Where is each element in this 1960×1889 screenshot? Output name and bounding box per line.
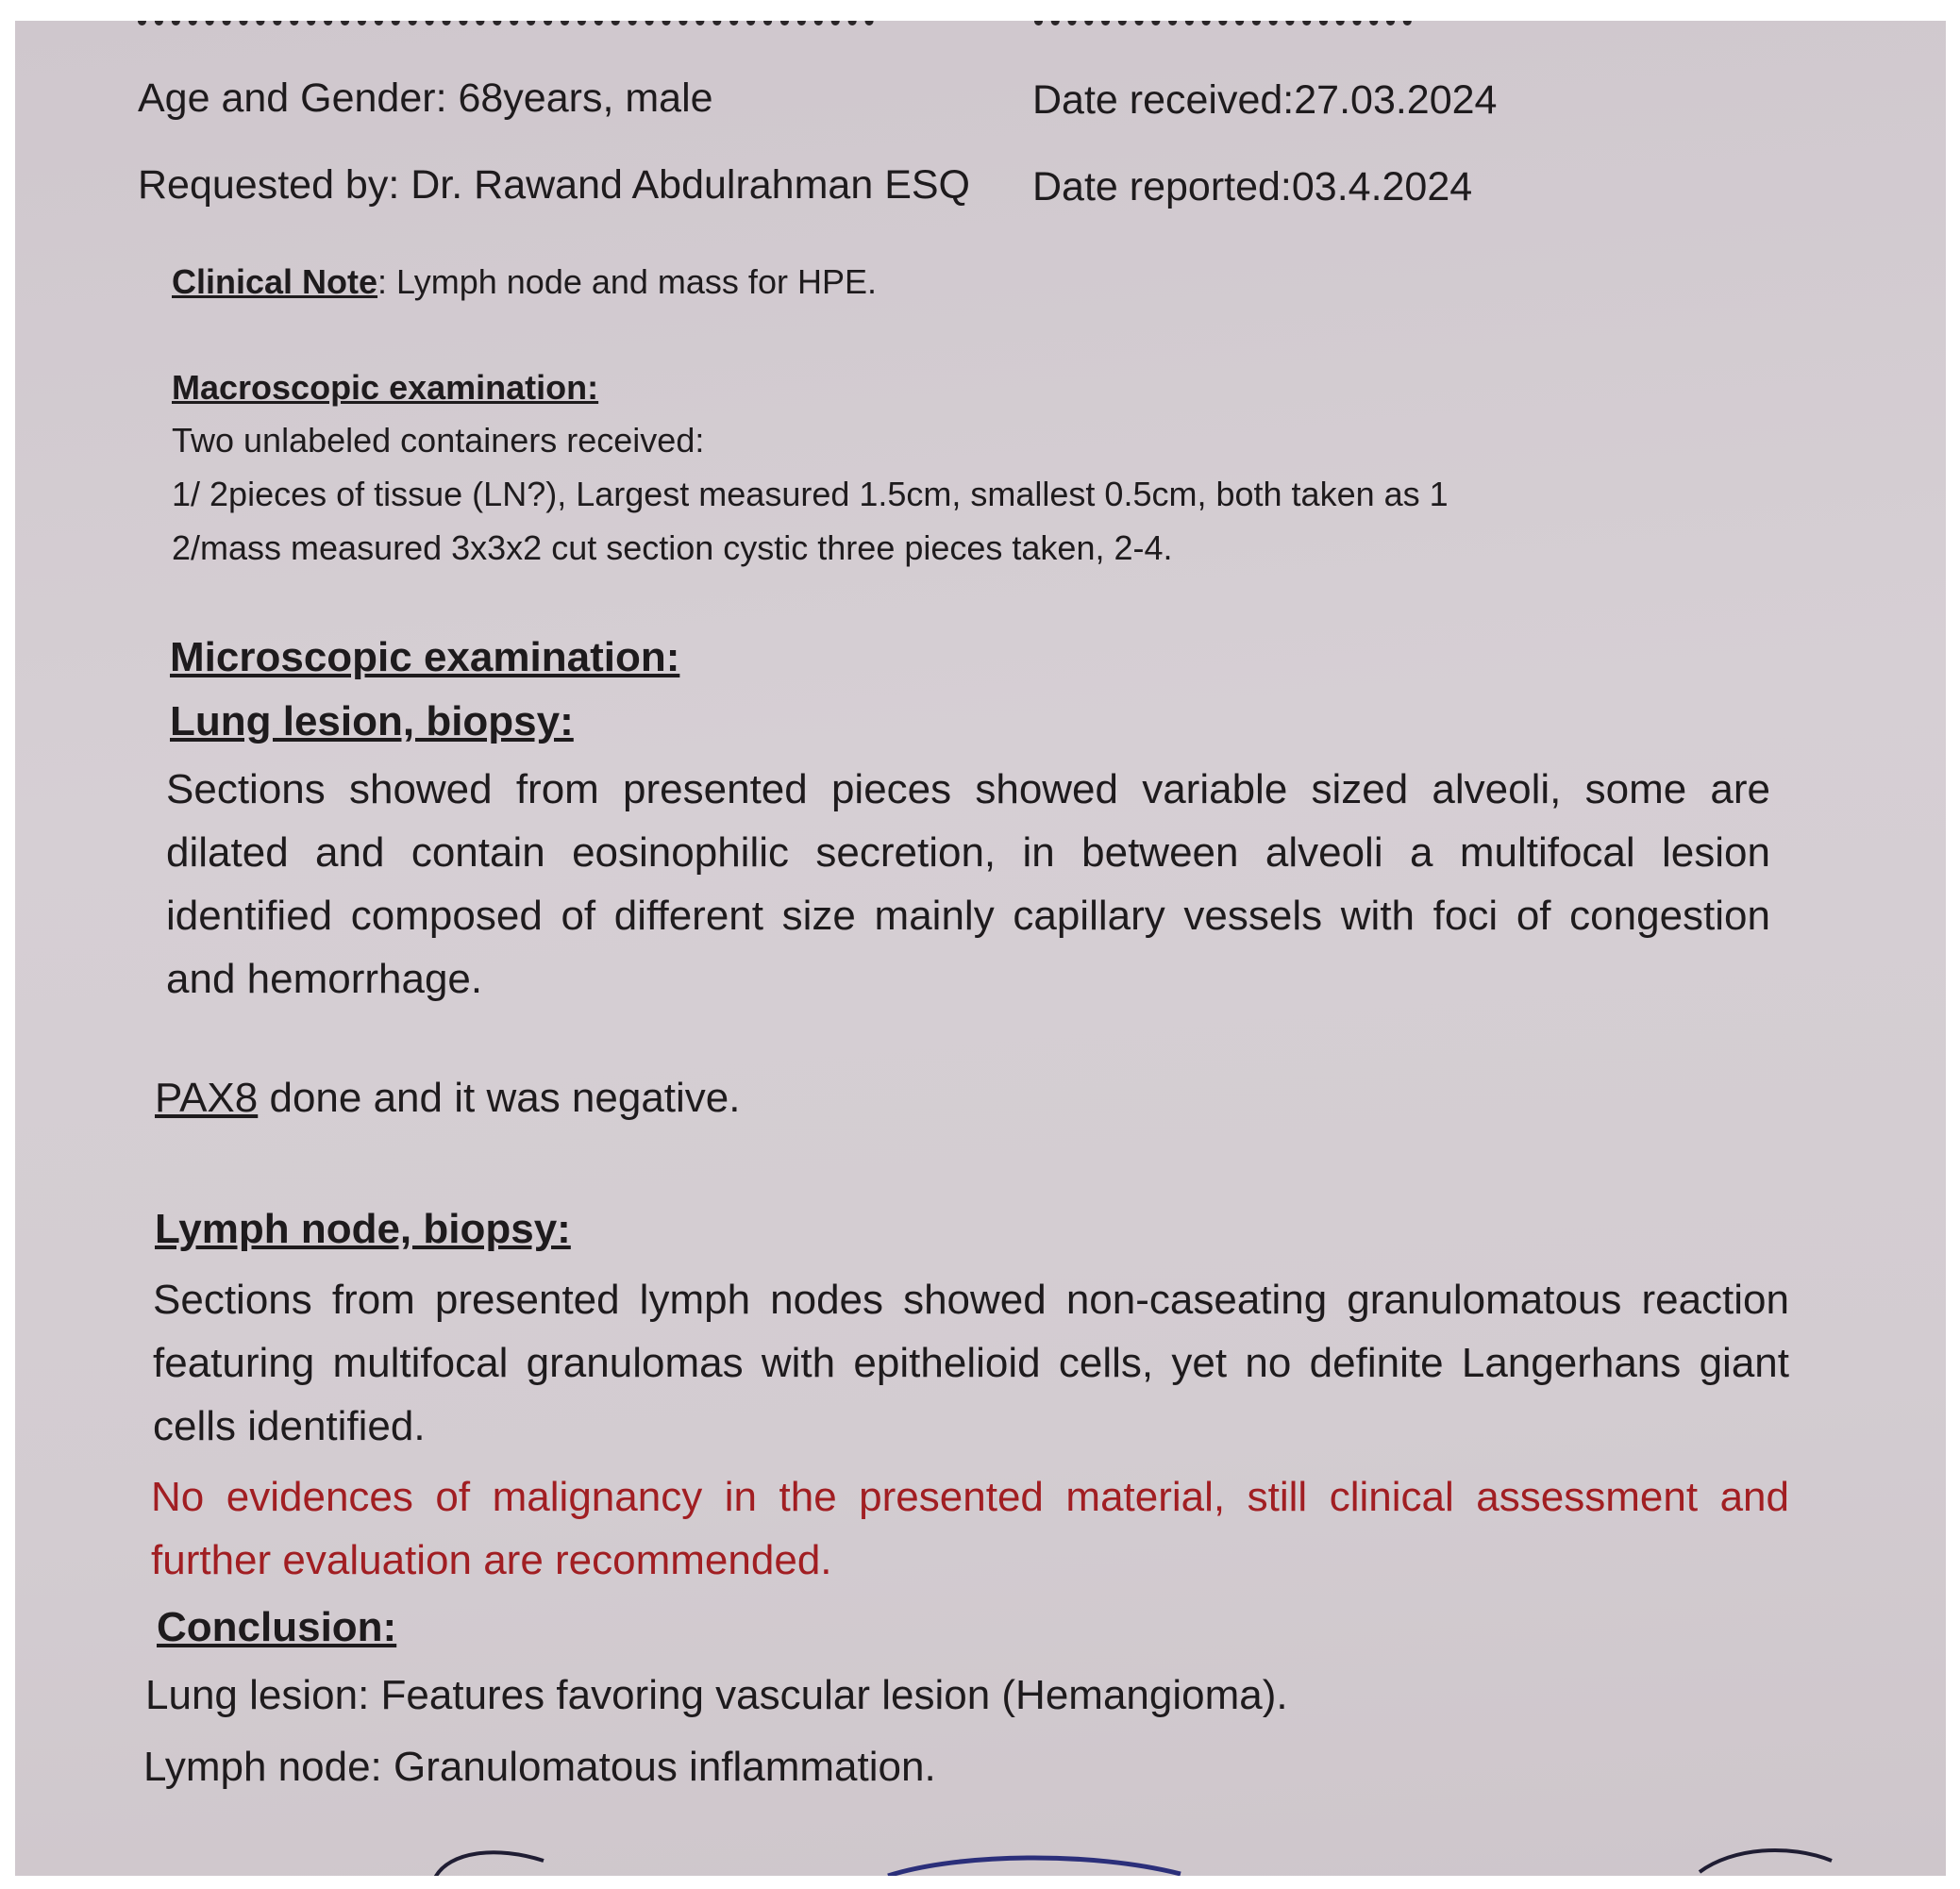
signature-mark-left	[430, 1842, 562, 1876]
date-reported: Date reported:03.4.2024	[1032, 164, 1473, 209]
lymph-node-heading: Lymph node, biopsy:	[155, 1206, 571, 1252]
requested-by: Requested by: Dr. Rawand Abdulrahman ESQ	[138, 162, 971, 208]
macroscopic-line-2: 1/ 2pieces of tissue (LN?), Largest measured 1.5cm, smallest 0.5cm, both taken as 1	[172, 475, 1449, 513]
macroscopic-heading: Macroscopic examination:	[172, 368, 599, 407]
signature-mark-right	[1695, 1838, 1836, 1876]
date-received: Date received:27.03.2024	[1032, 77, 1498, 123]
conclusion-lung: Lung lesion: Features favoring vascular lesion (Hemangioma).	[145, 1672, 1288, 1718]
microscopic-heading: Microscopic examination:	[170, 634, 680, 680]
macroscopic-line-3: 2/mass measured 3x3x2 cut section cystic three pieces taken, 2-4.	[172, 528, 1173, 567]
pax8-result	[155, 1075, 741, 1122]
conclusion-lymph: Lymph node: Granulomatous inflammation.	[143, 1744, 936, 1790]
macroscopic-line-1: Two unlabeled containers received:	[172, 421, 705, 460]
lymph-node-description: Sections from presented lymph nodes showed non-caseating granulomatous reaction featuring multifocal granulomas with epithelioid cells, yet no definite Langerhans giant cells identified.	[153, 1277, 1789, 1449]
age-gender: Age and Gender: 68years, male	[138, 75, 713, 121]
lung-lesion-heading: Lung lesion, biopsy:	[170, 698, 574, 744]
cut-off-top-text-right	[1034, 21, 1412, 35]
report-page	[15, 21, 1946, 1876]
lung-lesion-description: Sections showed from presented pieces showed variable sized alveoli, some are dilated and contain eosinophilic secretion, in between alveoli a multifocal lesion identified composed of different size mainly capillary vessels with foci of congestion and hemorrhage.	[166, 766, 1770, 1002]
malignancy-note: No evidences of malignancy in the presented material, still clinical assessment and further evaluation are recommended.	[151, 1474, 1789, 1583]
cut-off-top-text	[138, 21, 874, 35]
clinical-note	[172, 262, 877, 302]
signature-mark-center	[883, 1849, 1185, 1876]
clinical-note-text: : Lymph node and mass for HPE.	[377, 262, 877, 301]
pax8-text: done and it was negative.	[258, 1075, 741, 1121]
conclusion-heading: Conclusion:	[157, 1604, 397, 1650]
pax8-marker: PAX8	[155, 1075, 259, 1121]
clinical-note-label: Clinical Note	[172, 262, 378, 301]
